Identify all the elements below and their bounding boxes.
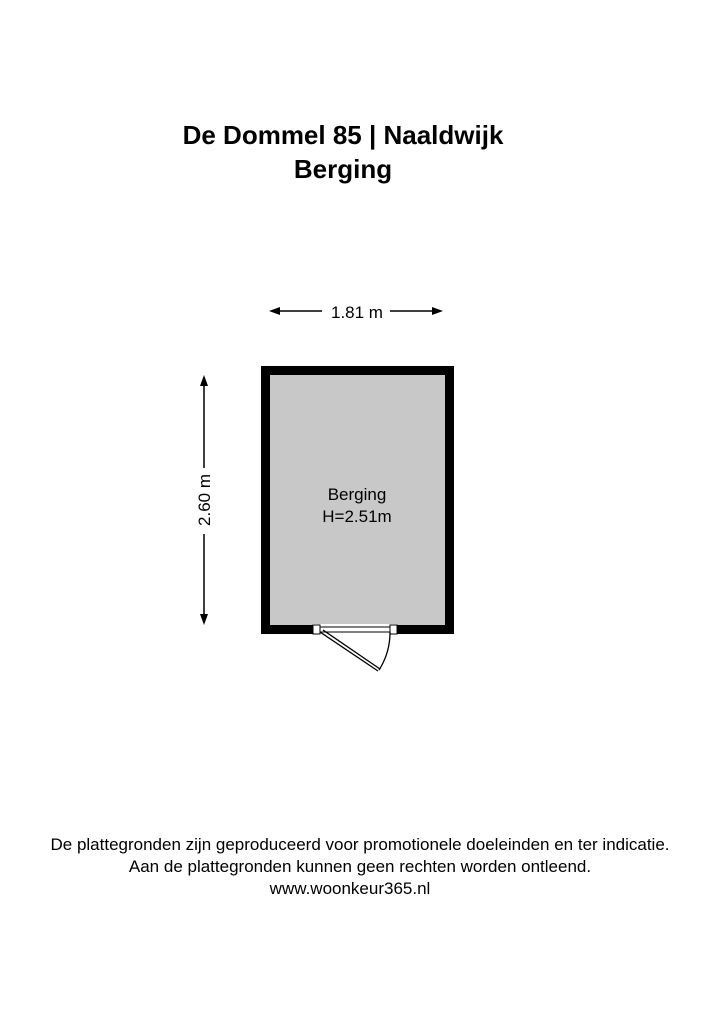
arrow-right-icon xyxy=(432,307,443,315)
website-url: www.woonkeur365.nl xyxy=(269,879,431,898)
height-dimension xyxy=(195,375,214,625)
room-berging xyxy=(261,366,454,671)
arrow-left-icon xyxy=(269,307,280,315)
room-name: Berging xyxy=(327,485,387,504)
disclaimer-line-2: Aan de plattegronden kunnen geen rechten worden ontleend. xyxy=(128,857,592,876)
disclaimer-line-1: De plattegronden zijn geproduceerd voor promotionele doeleinden en ter indicatie. xyxy=(50,835,670,854)
page-subtitle: Berging xyxy=(293,154,393,184)
arrow-up-icon xyxy=(200,375,208,386)
room-height: H=2.51m xyxy=(322,507,392,526)
height-label: 2.60 m xyxy=(195,474,214,526)
door-opening xyxy=(313,624,397,635)
width-dimension xyxy=(269,303,443,322)
width-label: 1.81 m xyxy=(331,303,383,322)
door-swing xyxy=(320,630,390,671)
arrow-down-icon xyxy=(200,614,208,625)
page-title: De Dommel 85 | Naaldwijk xyxy=(182,120,504,150)
